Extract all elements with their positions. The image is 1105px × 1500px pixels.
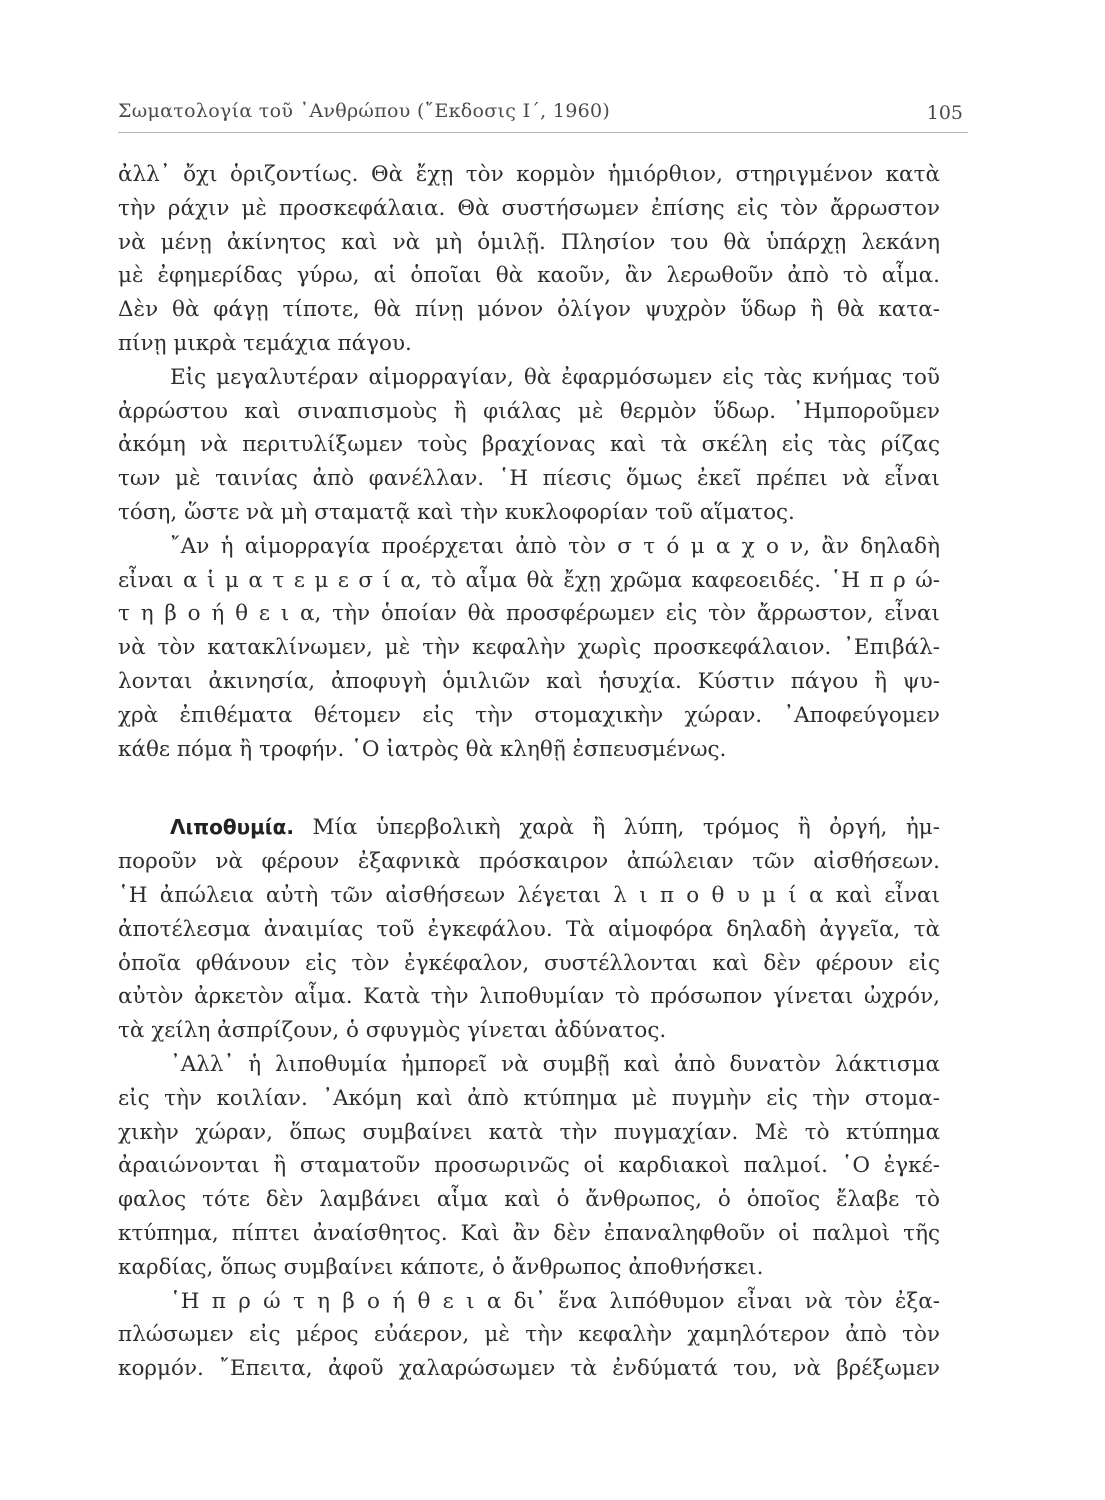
- text-line: εἶναι α ἱ μ α τ ε μ ε σ ί α, τὸ αἷμα θὰ ἔχῃ χρῶμα καφεοειδές. ῾Η π ρ ώ-: [118, 567, 940, 593]
- text-line: κτύπημα, πίπτει ἀναίσθητος. Καὶ ἂν δὲν ἐπαναληφθοῦν οἱ παλμοὶ τῆς: [118, 1220, 940, 1246]
- text-line: ποροῦν νὰ φέρουν ἐξαφνικὰ πρόσκαιρον ἀπώλειαν τῶν αἰσθήσεων.: [118, 849, 940, 875]
- text-line: ὁποῖα φθάνουν εἰς τὸν ἐγκέφαλον, συστέλλονται καὶ δὲν φέρουν εἰς: [118, 950, 940, 976]
- text-line: καρδίας, ὅπως συμβαίνει κάποτε, ὁ ἄνθρωπος ἀποθνήσκει.: [118, 1254, 764, 1280]
- paragraph: [118, 530, 940, 767]
- text-line: των μὲ ταινίας ἀπὸ φανέλλαν. ῾Η πίεσις ὅμως ἐκεῖ πρέπει νὰ εἶναι: [118, 466, 940, 492]
- page-number: 105: [926, 102, 963, 124]
- text-line: χρὰ ἐπιθέματα θέτομεν εἰς τὴν στομαχικὴν χώραν. ᾽Αποφεύγομεν: [118, 702, 940, 728]
- text-line: τόση, ὥστε νὰ μὴ σταματᾷ καὶ τὴν κυκλοφορίαν τοῦ αἵματος.: [118, 499, 795, 525]
- text-line: νὰ τὸν κατακλίνωμεν, μὲ τὴν κεφαλὴν χωρὶς προσκεφάλαιον. ᾽Επιβάλ-: [118, 635, 940, 661]
- paragraph: [118, 1048, 940, 1285]
- text-line: ῾Η π ρ ώ τ η β ο ή θ ε ι α δι᾽ ἕνα λιπόθυμον εἶναι νὰ τὸν ἐξα-: [170, 1288, 940, 1314]
- section-heading: Λιποθυμία.: [170, 815, 294, 840]
- text-line: ἀκόμη νὰ περιτυλίξωμεν τοὺς βραχίονας καὶ τὰ σκέλη εἰς τὰς ρίζας: [118, 432, 940, 458]
- section-gap: [118, 766, 940, 811]
- text-line: ῎Αν ἡ αἱμορραγία προέρχεται ἀπὸ τὸν σ τ ό μ α χ ο ν, ἂν δηλαδὴ: [170, 533, 940, 559]
- text-line: πλώσωμεν εἰς μέρος εὐάερον, μὲ τὴν κεφαλὴν χαμηλότερον ἀπὸ τὸν: [118, 1322, 940, 1348]
- text-line: Εἰς μεγαλυτέραν αἱμορραγίαν, θὰ ἐφαρμόσωμεν εἰς τὰς κνήμας τοῦ: [170, 364, 940, 390]
- running-header: [118, 100, 968, 130]
- paragraph: [118, 361, 940, 530]
- text-line: μὲ ἐφημερίδας γύρω, αἱ ὁποῖαι θὰ καοῦν, ἂν λερωθοῦν ἀπὸ τὸ αἷμα.: [118, 263, 940, 289]
- text-line: λονται ἀκινησία, ἀποφυγὴ ὁμιλιῶν καὶ ἡσυχία. Κύστιν πάγου ἢ ψυ-: [118, 668, 940, 694]
- body-text: [118, 158, 940, 1386]
- text-line: κορμόν. ῎Επειτα, ἀφοῦ χαλαρώσωμεν τὰ ἐνδύματά του, νὰ βρέξωμεν: [118, 1356, 940, 1382]
- text-line: ῾Η ἀπώλεια αὐτὴ τῶν αἰσθήσεων λέγεται λ ι π ο θ υ μ ί α καὶ εἶναι: [118, 882, 940, 908]
- text-line: χικὴν χώραν, ὅπως συμβαίνει κατὰ τὴν πυγμαχίαν. Μὲ τὸ κτύπημα: [118, 1119, 940, 1145]
- header-rule: [118, 132, 968, 133]
- text-line: τὴν ράχιν μὲ προσκεφάλαια. Θὰ συστήσωμεν ἐπίσης εἰς τὸν ἄρρωστον: [118, 195, 940, 221]
- text-line: τ η β ο ή θ ε ι α, τὴν ὁποίαν θὰ προσφέρωμεν εἰς τὸν ἄρρωστον, εἶναι: [118, 601, 940, 627]
- section-lipothymia: [118, 811, 940, 1048]
- text-line: Δὲν θὰ φάγῃ τίποτε, θὰ πίνῃ μόνον ὀλίγον ψυχρὸν ὕδωρ ἢ θὰ κατα-: [118, 297, 940, 323]
- text-line: ἀραιώνονται ἢ σταματοῦν προσωρινῶς οἱ καρδιακοὶ παλμοί. ῾Ο ἐγκέ-: [118, 1153, 940, 1179]
- text-line: ᾽Αλλ᾽ ἡ λιποθυμία ἠμπορεῖ νὰ συμβῇ καὶ ἀπὸ δυνατὸν λάκτισμα: [170, 1051, 940, 1077]
- text-line: εἰς τὴν κοιλίαν. ᾽Ακόμη καὶ ἀπὸ κτύπημα μὲ πυγμὴν εἰς τὴν στομα-: [118, 1085, 940, 1111]
- text-line: φαλος τότε δὲν λαμβάνει αἷμα καὶ ὁ ἄνθρωπος, ὁ ὁποῖος ἔλαβε τὸ: [118, 1187, 940, 1213]
- text-line: [118, 811, 940, 845]
- text-line: πίνῃ μικρὰ τεμάχια πάγου.: [118, 330, 412, 356]
- text-line: ἀλλ᾽ ὄχι ὁριζοντίως. Θὰ ἔχῃ τὸν κορμὸν ἡμιόρθιον, στηριγμένον κατὰ: [118, 162, 940, 187]
- text-line: ἀρρώστου καὶ σιναπισμοὺς ἢ φιάλας μὲ θερμὸν ὕδωρ. ᾽Ημποροῦμεν: [118, 398, 940, 424]
- text-line: νὰ μένῃ ἀκίνητος καὶ νὰ μὴ ὁμιλῇ. Πλησίον του θὰ ὑπάρχῃ λεκάνη: [118, 229, 940, 255]
- paragraph: [118, 158, 940, 361]
- paragraph: [118, 1285, 940, 1386]
- text-line: τὰ χείλη ἀσπρίζουν, ὁ σφυγμὸς γίνεται ἀδύνατος.: [118, 1018, 667, 1044]
- text-line: ἀποτέλεσμα ἀναιμίας τοῦ ἐγκεφάλου. Τὰ αἱμοφόρα δηλαδὴ ἀγγεῖα, τὰ: [118, 916, 940, 942]
- running-header-title: Σωματολογία τοῦ ᾽Ανθρώπου (῎Εκδοσις Ι΄, 1960): [118, 100, 611, 122]
- text-line: κάθε πόμα ἢ τροφήν. ῾Ο ἰατρὸς θὰ κληθῇ ἐσπευσμένως.: [118, 736, 727, 762]
- heading-line-text: Μία ὑπερβολικὴ χαρὰ ἢ λύπη, τρόμος ἢ ὀργή, ἠμ-: [312, 815, 941, 841]
- text-line: αὐτὸν ἀρκετὸν αἷμα. Κατὰ τὴν λιποθυμίαν τὸ πρόσωπον γίνεται ὠχρόν,: [118, 984, 940, 1010]
